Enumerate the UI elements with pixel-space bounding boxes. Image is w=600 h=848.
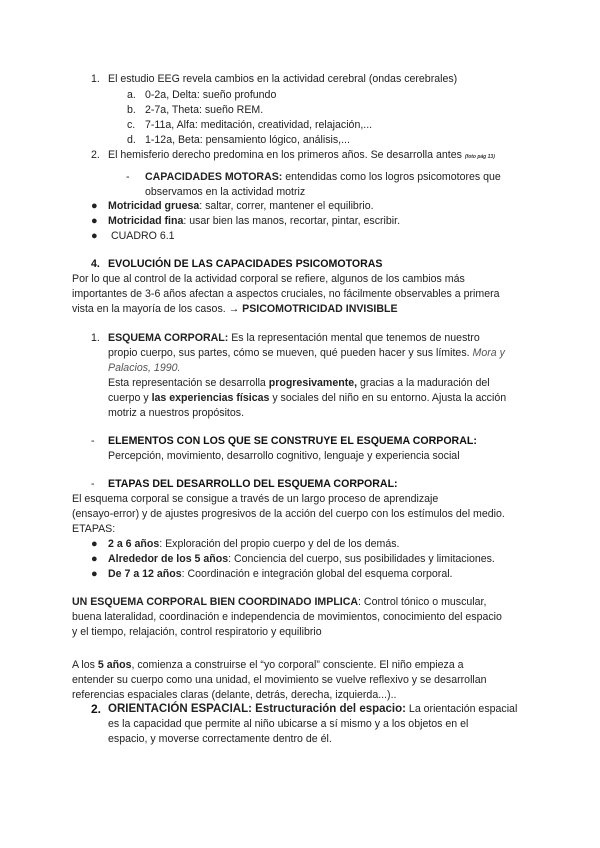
elementos-text: Percepción, movimiento, desarrollo cognitivo, lenguaje y experiencia social [108,450,460,462]
orientacion-title: ORIENTACIÓN ESPACIAL: Estructuración del espacio: [108,703,406,715]
sub-item-d-text: 1-12a, Beta: pensamiento lógico, análisis,... [145,134,350,146]
motricidad-fina-text: : usar bien las manos, recortar, pintar, escribir. [183,215,401,227]
esquema-line-6: motriz a nuestros propósitos. [108,407,245,419]
bullet-icon: ● [91,215,98,227]
capacidades-text-2: observamos en la actividad motriz [145,186,306,198]
section-4-paragraph-1: Por lo que al control de la actividad corporal se refiere, algunos de los cambios más [72,273,465,285]
esquema-line-2 [108,346,505,362]
section-4-paragraph-3-text: vista en la mayoría de los casos. → [72,303,243,315]
motricidad-gruesa-text: : saltar, correr, mantener el equilibrio. [199,200,374,212]
sub-item-a-number: a. [127,89,136,101]
experiencias-fisicas: las experiencias físicas [151,392,270,404]
orientacion-line-1 [108,702,517,718]
capacidades-text-1: entendidas como los logros psicomotores que [282,171,501,183]
bullet-icon: ● [91,553,98,565]
item-2-number: 2. [91,149,100,161]
etapa-item-1-label: 2 a 6 años [108,538,160,550]
psicomotricidad-invisible: PSICOMOTRICIDAD INVISIBLE [242,303,398,315]
item-1-text: El estudio EEG revela cambios en la actividad cerebral (ondas cerebrales) [108,73,458,85]
progresivamente: progresivamente, [268,377,358,389]
bullet-icon: ● [91,200,98,212]
esquema-line-1 [108,331,480,347]
orientacion-text-1: La orientación espacial [405,703,518,715]
cinco-anos-line-2: entender su cuerpo como una unidad, el movimiento se vuelve reflexivo y se desarrollan [72,674,487,686]
motricidad-gruesa [108,199,374,215]
elementos-title: ELEMENTOS CON LOS QUE SE CONSTRUYE EL ESQUEMA CORPORAL: [108,435,477,447]
sub-item-b-text: 2-7a, Theta: sueño REM. [145,104,264,116]
bullet-icon: ● [91,568,98,580]
esquema-line-4 [108,376,490,392]
bien-coordinado-line-3: y el tiempo, relajación, control respiratorio y equilibrio [72,626,322,638]
etapa-item-2-label: Alrededor de los 5 años [108,553,229,565]
section-4-paragraph-2: importantes de 3-6 años afectan a aspectos cruciales, no fácilmente observables a primera [72,288,500,300]
bien-coordinado-title: UN ESQUEMA CORPORAL BIEN COORDINADO IMPLICA [72,596,359,608]
item-number: 1. [91,73,100,85]
orientacion-line-2: es la capacidad que permite al niño ubicarse a sí mismo y a los objetos en el [108,718,469,730]
sub-item-b-number: b. [127,104,136,116]
cinco-anos-bold: 5 años [97,659,132,671]
sub-item-d-number: d. [127,134,136,146]
etapa-item-3-text: : Coordinación e integración global del esquema corporal. [181,568,453,580]
motricidad-gruesa-label: Motricidad gruesa [108,200,200,212]
citation-continued: Palacios, 1990. [108,362,181,374]
bullet-icon: ● [91,538,98,550]
item-2-text [108,148,495,166]
esquema-text-5c: y sociales del niño en su entorno. Ajusta la acción [269,392,507,404]
etapa-item-1-text: : Exploración del propio cuerpo y del de los demás. [159,538,400,550]
bullet-icon: ● [91,230,98,242]
etapas-paragraph-1: El esquema corporal se consigue a través de un largo proceso de aprendizaje [72,493,439,505]
cinco-anos-line-1 [72,658,464,674]
etapas-label: ETAPAS: [72,523,116,535]
motricidad-fina [108,214,400,230]
bien-coordinado-text-1: : Control tónico o muscular, [358,596,487,608]
esquema-line-5 [108,391,506,407]
esquema-text-5a: cuerpo y [108,392,152,404]
dash-marker: - [91,478,95,490]
dash-marker: - [126,171,130,183]
orientacion-line-3: espacio, y moverse correctamente dentro de él. [108,733,332,745]
cuadro-reference: CUADRO 6.1 [111,230,175,242]
esquema-text-4c: gracias a la maduración del [357,377,490,389]
cinco-anos-text-a: A los [72,659,98,671]
motricidad-fina-label: Motricidad fina [108,215,184,227]
bien-coordinado-line-1 [72,595,486,611]
esquema-text-2: propio cuerpo, sus partes, cómo se mueven, qué pueden hacer y sus límites. [108,347,473,359]
esquema-title: ESQUEMA CORPORAL: [108,332,229,344]
cinco-anos-line-3: referencias espaciales claras (delante, detrás, derecha, izquierda...).. [72,689,397,701]
sub-item-c-text: 7-11a, Alfa: meditación, creatividad, relajación,... [145,119,373,131]
sub-item-a-text: 0-2a, Delta: sueño profundo [145,89,277,101]
citation: Mora y [472,347,505,359]
etapas-title: ETAPAS DEL DESARROLLO DEL ESQUEMA CORPORAL: [108,478,398,490]
bien-coordinado-line-2: buena lateralidad, coordinación e independencia de movimientos, conocimiento del espacio [72,611,502,623]
section-4-title: EVOLUCIÓN DE LAS CAPACIDADES PSICOMOTORAS [108,258,383,270]
etapa-item-2 [108,552,495,568]
section-4-paragraph-3 [72,302,398,318]
capacidades-motoras [145,170,585,186]
etapa-item-3 [108,567,453,583]
item-2-body: El hemisferio derecho predomina en los primeros años. Se desarrolla antes [108,149,462,161]
sub-item-c-number: c. [127,119,136,131]
section-4-number: 4. [91,258,100,270]
etapa-item-2-text: : Conciencia del cuerpo, sus posibilidades y limitaciones. [228,553,495,565]
etapas-paragraph-2: (ensayo-error) y de ajustes progresivos de la acción del cuerpo con los estímulos del medio. [72,508,505,520]
orientacion-number: 2. [91,702,102,716]
dash-marker: - [91,435,95,447]
esquema-number: 1. [91,332,100,344]
capacidades-title: CAPACIDADES MOTORAS: [145,171,283,183]
esquema-text-1: Es la representación mental que tenemos de nuestro [228,332,480,344]
page-reference-note: (foto pág 13) [464,154,495,160]
etapa-item-1 [108,537,400,553]
numbered-item-1 [91,72,100,88]
cinco-anos-text-c: , comienza a construirse el “yo corporal” consciente. El niño empieza a [131,659,464,671]
esquema-text-4a: Esta representación se desarrolla [108,377,269,389]
etapa-item-3-label: De 7 a 12 años [108,568,182,580]
